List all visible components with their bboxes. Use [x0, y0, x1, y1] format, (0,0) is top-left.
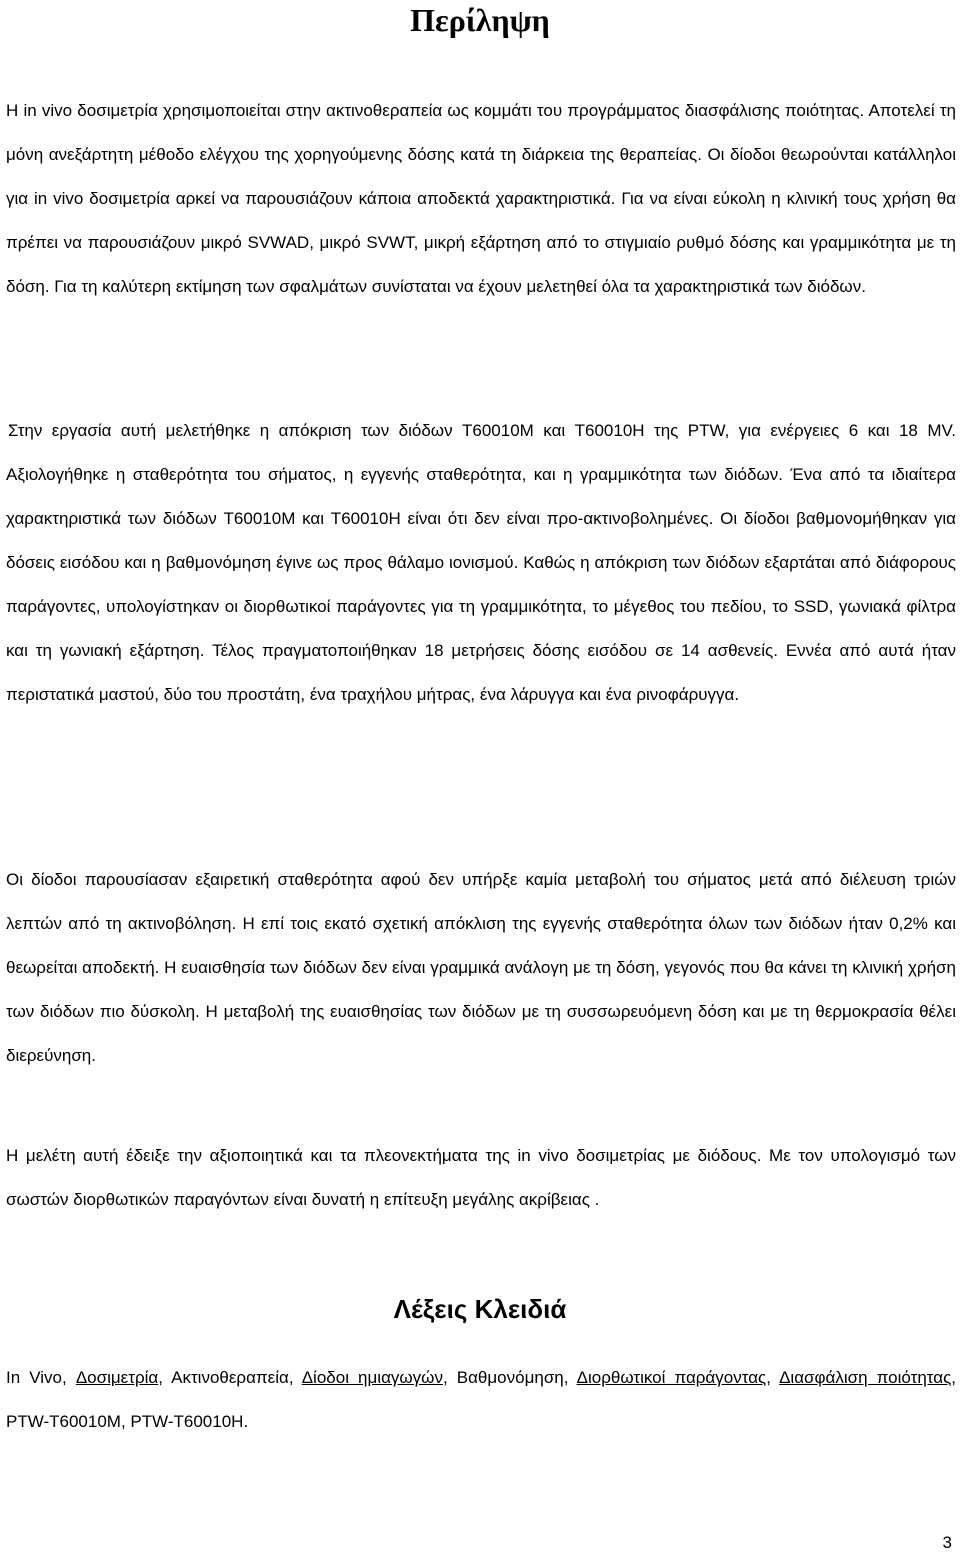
keyword-correction-factor: Διορθωτικοί παράγοντας	[576, 1368, 767, 1387]
keyword-separator: ,	[62, 1368, 76, 1387]
keyword-in-vivo: In Vivo	[6, 1368, 63, 1387]
keyword-separator: , Βαθμονόμηση,	[442, 1368, 577, 1387]
abstract-paragraph-2: Στην εργασία αυτή μελετήθηκε η απόκριση των διόδων T60010M και T60010H της PTW, για ενέργειες 6 και 18 MV. Αξιολογήθηκε η σταθερότητα του σήματος, η εγγενής σταθερότητα, και η γραμμικότητα των διόδων. Ένα από τα ιδιαίτερα χαρακτηριστικά των διόδων T60010M και T60010H είναι ότι δεν είναι προ-ακτινοβολημένες. Οι δίοδοι βαθμονομήθηκαν για δόσεις εισόδου και η βαθμονόμηση έγινε ως προς θάλαμο ιονισμού. Καθώς η απόκριση των διόδων εξαρτάται από διάφορους παράγοντες, υπολογίστηκαν οι διορθωτικοί παράγοντες για τη γραμμικότητα, το μέγεθος του πεδίου, το SSD, γωνιακά φίλτρα και τη γωνιακή εξάρτηση. Τέλος πραγματοποιήθηκαν 18 μετρήσεις δόσης εισόδου σε 14 ασθενείς. Εννέα από αυτά ήταν περιστατικά μαστού, δύο του προστάτη, ένα τραχήλου μήτρας, ένα λάρυγγα και ένα ρινοφάρυγγα.	[6, 421, 956, 704]
abstract-paragraph-1: Η in vivo δοσιμετρία χρησιμοποιείται στην ακτινοθεραπεία ως κομμάτι του προγράμματος διασφάλισης ποιότητας. Αποτελεί τη μόνη ανεξάρτητη μέθοδο ελέγχου της χορηγούμενης δόσης κατά τη διάρκεια της θεραπείας. Οι δίοδοι θεωρούνται κατάλληλοι για in vivo δοσιμετρία αρκεί να παρουσιάζουν κάποια αποδεκτά χαρακτηριστικά. Για να είναι εύκολη η κλινική τους χρήση θα πρέπει να παρουσιάζουν μικρό SVWAD, μικρό SVWT, μικρή εξάρτηση από το στιγμιαίο ρυθμό δόσης και γραμμικότητα με τη δόση. Για τη καλύτερη εκτίμηση των σφαλμάτων συνίσταται να έχουν μελετηθεί όλα τα χαρακτηριστικά των διόδων.	[6, 101, 956, 296]
keywords-list	[6, 1356, 956, 1444]
keyword-quality-assurance: Διασφάλιση ποιότητας	[779, 1368, 952, 1387]
keywords-heading: Λέξεις Κλειδιά	[393, 1294, 567, 1324]
keyword-separator: , Ακτινοθεραπεία,	[158, 1368, 302, 1387]
keyword-separator: , PTW-T60010M, PTW-T60010H.	[6, 1368, 957, 1431]
page-title: Περίληψη	[410, 2, 550, 38]
keyword-separator: ,	[766, 1368, 780, 1387]
abstract-paragraph-4: Η μελέτη αυτή έδειξε την αξιοποιητικά και τα πλεονεκτήματα της in vivo δοσιμετρίας με διόδους. Με τον υπολογισμό των σωστών διορθωτικών παραγόντων είναι δυνατή η επίτευξη μεγάλης ακρίβειας .	[6, 1146, 956, 1209]
keyword-dosimetry: Δοσιμετρία	[75, 1368, 159, 1387]
abstract-paragraph-3: Οι δίοδοι παρουσίασαν εξαιρετική σταθερότητα αφού δεν υπήρξε καμία μεταβολή του σήματος μετά από διέλευση τριών λεπτών από τη ακτινοβόληση. Η επί τοις εκατό σχετική απόκλιση της εγγενής σταθερότητα όλων των διόδων ήταν 0,2% και θεωρείται αποδεκτή. Η ευαισθησία των διόδων δεν είναι γραμμικά ανάλογη με τη δόση, γεγονός που θα κάνει τη κλινική χρήση των διόδων πιο δύσκολη. Η μεταβολή της ευαισθησίας των διόδων με τη συσσωρευόμενη δόση και με τη θερμοκρασία θέλει διερεύνηση.	[6, 870, 956, 1065]
page-number: 3	[942, 1533, 952, 1552]
keyword-semiconductor-diodes: Δίοδοι ημιαγωγών	[301, 1368, 443, 1387]
